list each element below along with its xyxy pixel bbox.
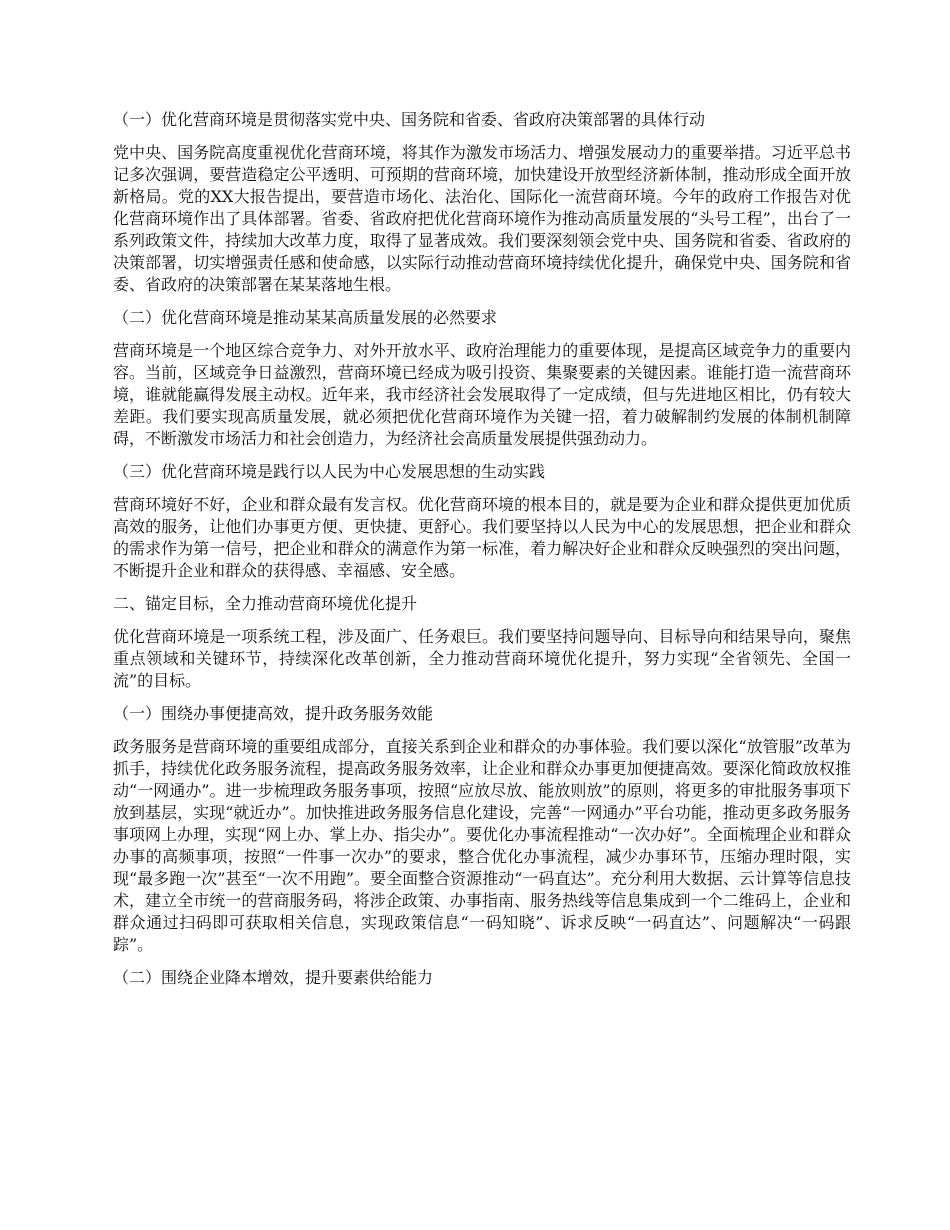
paragraph-3: 营商环境好不好，企业和群众最有发言权。优化营商环境的根本目的，就是要为企业和群众提供更加优质高效的服务，让他们办事更方便、更快捷、更舒心。我们要坚持以人民为中心的发展思想，把企业和群众的需求作为第一信号，把企业和群众的满意作为第一标准，着力解决好企业和群众反映强烈的突出问题，不断提升企业和群众的获得感、幸福感、安全感。 <box>113 495 851 580</box>
section-heading-5: （二）围绕企业降本增效，提升要素供给能力 <box>113 968 434 987</box>
document-page <box>113 108 851 1000</box>
paragraph-2: 营商环境是一个地区综合竞争力、对外开放水平、政府治理能力的重要体现，是提高区域竞争力的重要内容。当前，区域竞争日益激烈，营商环境已经成为吸引投资、集聚要素的关键因素。谁能打造一流营商环境，谁就能赢得发展主动权。近年来，我市经济社会发展取得了一定成绩，但与先进地区相比，仍有较大差距。我们要实现高质量发展，就必须把优化营商环境作为关键一招，着力破解制约发展的体制机制障碍，不断激发市场活力和社会创造力，为经济社会高质量发展提供强劲动力。 <box>113 341 851 448</box>
paragraph-1: 党中央、国务院高度重视优化营商环境，将其作为激发市场活力、增强发展动力的重要举措。习近平总书记多次强调，要营造稳定公平透明、可预期的营商环境，加快建设开放型经济新体制，推动形成全面开放新格局。党的XX大报告提出，要营造市场化、法治化、国际化一流营商环境。今年的政府工作报告对优化营商环境作出了具体部署。省委、省政府把优化营商环境作为推动高质量发展的“头号工程”，出台了一系列政策文件，持续加大改革力度，取得了显著成效。我们要深刻领会党中央、国务院和省委、省政府的决策部署，切实增强责任感和使命感，以实际行动推动营商环境持续优化提升，确保党中央、国务院和省委、省政府的决策部署在某某落地生根。 <box>113 143 851 294</box>
section-heading-1: （一）优化营商环境是贯彻落实党中央、国务院和省委、省政府决策部署的具体行动 <box>113 110 706 129</box>
chapter-heading-2: 二、锚定目标，全力推动营商环境优化提升 <box>113 594 418 613</box>
paragraph-4: 优化营商环境是一项系统工程，涉及面广、任务艰巨。我们要坚持问题导向、目标导向和结果导向，聚焦重点领域和关键环节，持续深化改革创新，全力推动营商环境优化提升，努力实现“全省领先、全国一流”的目标。 <box>113 627 851 690</box>
section-heading-2: （二）优化营商环境是推动某某高质量发展的必然要求 <box>113 308 498 327</box>
paragraph-5: 政务服务是营商环境的重要组成部分，直接关系到企业和群众的办事体验。我们要以深化“放管服”改革为抓手，持续优化政务服务流程，提高政务服务效率，让企业和群众办事更加便捷高效。要深化简政放权推动“一网通办”。进一步梳理政务服务事项，按照“应放尽放、能放则放”的原则，将更多的审批服务事项下放到基层，实现“就近办”。加快推进政务服务信息化建设，完善“一网通办”平台功能，推动更多政务服务事项网上办理，实现“网上办、掌上办、指尖办”。要优化办事流程推动“一次办好”。全面梳理企业和群众办事的高频事项，按照“一件事一次办”的要求，整合优化办事流程，减少办事环节，压缩办理时限，实现“最多跑一次”甚至“一次不用跑”。要全面整合资源推动“一码直达”。充分利用大数据、云计算等信息技术，建立全市统一的营商服务码，将涉企政策、办事指南、服务热线等信息集成到一个二维码上，企业和群众通过扫码即可获取相关信息，实现政策信息“一码知晓”、诉求反映“一码直达”、问题解决“一码跟踪”。 <box>113 737 851 954</box>
section-heading-3: （三）优化营商环境是践行以人民为中心发展思想的生动实践 <box>113 462 546 481</box>
section-heading-4: （一）围绕办事便捷高效，提升政务服务效能 <box>113 704 434 723</box>
